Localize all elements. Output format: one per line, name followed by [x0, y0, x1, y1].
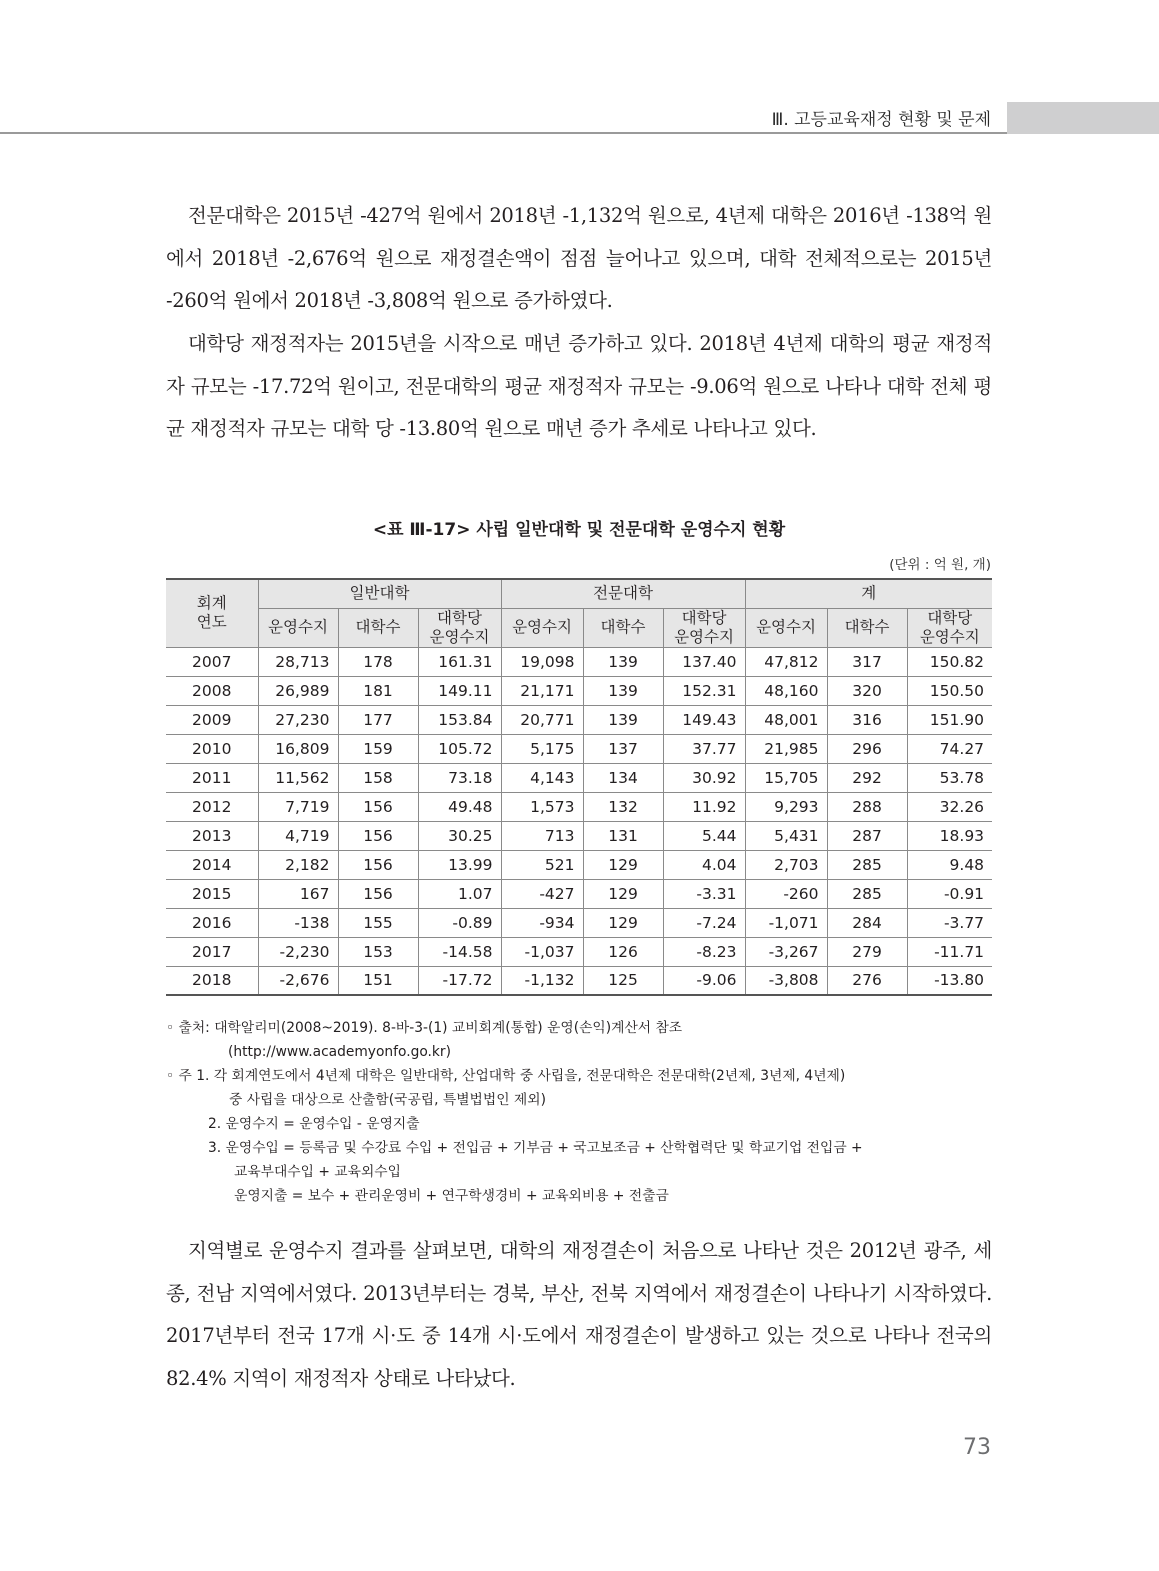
table-cell: 5,431 [745, 821, 827, 850]
table-cell: 28,713 [258, 647, 338, 676]
table-cell: -427 [501, 879, 583, 908]
header-group-college: 전문대학 [501, 579, 745, 608]
table-cell: 139 [583, 676, 663, 705]
subheader-balance: 운영수지 [501, 608, 583, 647]
cell-year: 2009 [166, 705, 258, 734]
table-cell: 4.04 [663, 850, 745, 879]
table-cell: 159 [338, 734, 418, 763]
cell-year: 2015 [166, 879, 258, 908]
table-cell: 167 [258, 879, 338, 908]
table-cell: 32.26 [907, 792, 992, 821]
table-cell: -3,808 [745, 966, 827, 995]
cell-year: 2018 [166, 966, 258, 995]
table-cell: 5.44 [663, 821, 745, 850]
table-cell: 152.31 [663, 676, 745, 705]
table-cell: 48,160 [745, 676, 827, 705]
table-cell: 125 [583, 966, 663, 995]
table-row [166, 908, 992, 937]
table-cell: -2,676 [258, 966, 338, 995]
table-cell: 276 [827, 966, 907, 995]
table-cell: -0.89 [418, 908, 501, 937]
table-cell: 73.18 [418, 763, 501, 792]
table-cell: 49.48 [418, 792, 501, 821]
table-cell: 129 [583, 908, 663, 937]
table-cell: -7.24 [663, 908, 745, 937]
table-cell: 150.50 [907, 676, 992, 705]
cell-year: 2011 [166, 763, 258, 792]
table-cell: 156 [338, 879, 418, 908]
table-cell: 521 [501, 850, 583, 879]
table-cell: -1,132 [501, 966, 583, 995]
note-1b: 중 사립을 대상으로 산출함(국공립, 특별법법인 제외) [229, 1092, 546, 1108]
table-cell: 11,562 [258, 763, 338, 792]
subheader-per-school: 대학당 운영수지 [418, 608, 501, 647]
table-cell: 151 [338, 966, 418, 995]
table-cell: 30.25 [418, 821, 501, 850]
table-cell: 288 [827, 792, 907, 821]
table-cell: -2,230 [258, 937, 338, 966]
table-cell: 316 [827, 705, 907, 734]
table-cell: -17.72 [418, 966, 501, 995]
subheader-count: 대학수 [827, 608, 907, 647]
table-cell: 16,809 [258, 734, 338, 763]
table-cell: 151.90 [907, 705, 992, 734]
table-cell: 320 [827, 676, 907, 705]
subheader-count: 대학수 [338, 608, 418, 647]
note-3a: 3. 운영수입 = 등록금 및 수강료 수입 + 전입금 + 기부금 + 국고보조금 + 산학협력단 및 학교기업 전입금 + [208, 1140, 863, 1156]
table-cell: 137.40 [663, 647, 745, 676]
table-cell: 131 [583, 821, 663, 850]
table-cell: 153 [338, 937, 418, 966]
header-group-general: 일반대학 [258, 579, 501, 608]
header-tab-box [1007, 102, 1159, 134]
table-cell: 47,812 [745, 647, 827, 676]
table-cell: 30.92 [663, 763, 745, 792]
table-row [166, 676, 992, 705]
table-cell: 26,989 [258, 676, 338, 705]
table-cell: 134 [583, 763, 663, 792]
note-2: 2. 운영수지 = 운영수입 - 운영지출 [208, 1116, 420, 1132]
table-cell: 292 [827, 763, 907, 792]
table-cell: -0.91 [907, 879, 992, 908]
table-cell: 287 [827, 821, 907, 850]
table-caption: <표 Ⅲ-17> 사립 일반대학 및 전문대학 운영수지 현황 [372, 520, 786, 540]
cell-year: 2017 [166, 937, 258, 966]
table-cell: 155 [338, 908, 418, 937]
note-source: ◦ 출처: 대학알리미(2008~2019). 8-바-3-(1) 교비회계(통합) 운영(손익)계산서 참조 [166, 1020, 683, 1036]
table-cell: 4,143 [501, 763, 583, 792]
table-cell: 156 [338, 850, 418, 879]
table-row [166, 734, 992, 763]
table-cell: 9.48 [907, 850, 992, 879]
table-cell: 11.92 [663, 792, 745, 821]
header-rule [0, 132, 1007, 134]
table-row [166, 850, 992, 879]
table-cell: 177 [338, 705, 418, 734]
table-cell: -3.31 [663, 879, 745, 908]
table-row [166, 821, 992, 850]
table-cell: 296 [827, 734, 907, 763]
table-cell: 53.78 [907, 763, 992, 792]
table-cell: 19,098 [501, 647, 583, 676]
table-cell: 285 [827, 879, 907, 908]
table-row [166, 647, 992, 676]
table-cell: 1,573 [501, 792, 583, 821]
paragraph-3-text: 지역별로 운영수지 결과를 살펴보면, 대학의 재정결손이 처음으로 나타난 것은 2012년 광주, 세종, 전남 지역에서였다. 2013년부터는 경북, 부산, 전북 지역에서 재정결손이 나타나기 시작하였다. 2017년부터 전국 17개 시·도 중 14개 시·도에서 재정결손이 발생하고 있는 것으로 나타나 전국의 82.4% 지역이 재정적자 상태로 나타났다. [166, 1239, 992, 1390]
table-cell: 21,985 [745, 734, 827, 763]
table-row [166, 966, 992, 995]
table-cell: 20,771 [501, 705, 583, 734]
table-row [166, 879, 992, 908]
table-cell: 4,719 [258, 821, 338, 850]
table-cell: 713 [501, 821, 583, 850]
table-cell: -11.71 [907, 937, 992, 966]
subheader-count: 대학수 [583, 608, 663, 647]
table-cell: 137 [583, 734, 663, 763]
table-cell: -3.77 [907, 908, 992, 937]
subheader-balance: 운영수지 [745, 608, 827, 647]
table-cell: 1.07 [418, 879, 501, 908]
table-cell: 7,719 [258, 792, 338, 821]
table-cell: 149.43 [663, 705, 745, 734]
table-cell: 317 [827, 647, 907, 676]
table-cell: 139 [583, 647, 663, 676]
header-fiscal-year: 회계 연도 [166, 579, 258, 647]
table-row [166, 792, 992, 821]
table-cell: 156 [338, 821, 418, 850]
table-cell: 9,293 [745, 792, 827, 821]
table-cell: 74.27 [907, 734, 992, 763]
table-cell: -934 [501, 908, 583, 937]
cell-year: 2013 [166, 821, 258, 850]
table-cell: -138 [258, 908, 338, 937]
subheader-per-school: 대학당 운영수지 [907, 608, 992, 647]
table-cell: 2,703 [745, 850, 827, 879]
table-cell: 132 [583, 792, 663, 821]
cell-year: 2014 [166, 850, 258, 879]
cell-year: 2010 [166, 734, 258, 763]
table-cell: 105.72 [418, 734, 501, 763]
table-cell: 48,001 [745, 705, 827, 734]
table-cell: 156 [338, 792, 418, 821]
paragraph-2 [166, 323, 992, 451]
table-cell: -13.80 [907, 966, 992, 995]
table-cell: -3,267 [745, 937, 827, 966]
table-unit: (단위 : 억 원, 개) [889, 557, 991, 573]
table-cell: -1,071 [745, 908, 827, 937]
table-cell: 27,230 [258, 705, 338, 734]
table-cell: 13.99 [418, 850, 501, 879]
table-cell: 149.11 [418, 676, 501, 705]
header-group-total: 계 [745, 579, 992, 608]
table-notes [166, 1016, 996, 1208]
page-number: 73 [963, 1435, 991, 1460]
subheader-balance: 운영수지 [258, 608, 338, 647]
table-cell: 285 [827, 850, 907, 879]
table-cell: 153.84 [418, 705, 501, 734]
table-cell: 161.31 [418, 647, 501, 676]
table-cell: 129 [583, 850, 663, 879]
cell-year: 2008 [166, 676, 258, 705]
subheader-per-school: 대학당 운영수지 [663, 608, 745, 647]
table-row [166, 937, 992, 966]
running-header-title: Ⅲ. 고등교육재정 현황 및 문제 [771, 110, 991, 130]
table-cell: 279 [827, 937, 907, 966]
note-1a: ◦ 주 1. 각 회계연도에서 4년제 대학은 일반대학, 산업대학 중 사립을, 전문대학은 전문대학(2년제, 3년제, 4년제) [166, 1068, 846, 1084]
cell-year: 2007 [166, 647, 258, 676]
table-cell: 5,175 [501, 734, 583, 763]
table-cell: 126 [583, 937, 663, 966]
table-row [166, 705, 992, 734]
table-cell: 21,171 [501, 676, 583, 705]
table-cell: -14.58 [418, 937, 501, 966]
table-cell: 139 [583, 705, 663, 734]
paragraph-1-text: 전문대학은 2015년 -427억 원에서 2018년 -1,132억 원으로, 4년제 대학은 2016년 -138억 원에서 2018년 -2,676억 원으로 재정결손액이 점점 늘어나고 있으며, 대학 전체적으로는 2015년 -260억 원에서 2018년 -3,808억 원으로 증가하였다. [166, 204, 992, 312]
table-cell: -9.06 [663, 966, 745, 995]
table-cell: 2,182 [258, 850, 338, 879]
table-cell: 37.77 [663, 734, 745, 763]
table-cell: 150.82 [907, 647, 992, 676]
table-cell: -8.23 [663, 937, 745, 966]
paragraph-3 [166, 1230, 992, 1400]
table-cell: -260 [745, 879, 827, 908]
cell-year: 2012 [166, 792, 258, 821]
finance-table [166, 578, 992, 996]
table-row [166, 763, 992, 792]
note-3b: 교육부대수입 + 교육외수입 [234, 1164, 401, 1180]
table-cell: 181 [338, 676, 418, 705]
table-cell: 158 [338, 763, 418, 792]
table-cell: 284 [827, 908, 907, 937]
note-3c: 운영지출 = 보수 + 관리운영비 + 연구학생경비 + 교육외비용 + 전출금 [234, 1188, 669, 1204]
paragraph-1 [166, 195, 992, 323]
note-source-url: (http://www.academyonfo.go.kr) [228, 1044, 451, 1060]
table-cell: 15,705 [745, 763, 827, 792]
table-cell: 178 [338, 647, 418, 676]
table-cell: 129 [583, 879, 663, 908]
table-cell: -1,037 [501, 937, 583, 966]
cell-year: 2016 [166, 908, 258, 937]
table-cell: 18.93 [907, 821, 992, 850]
paragraph-2-text: 대학당 재정적자는 2015년을 시작으로 매년 증가하고 있다. 2018년 4년제 대학의 평균 재정적자 규모는 -17.72억 원이고, 전문대학의 평균 재정적자 규모는 -9.06억 원으로 나타나 대학 전체 평균 재정적자 규모는 대학 당 -13.80억 원으로 매년 증가 추세로 나타나고 있다. [166, 332, 992, 440]
